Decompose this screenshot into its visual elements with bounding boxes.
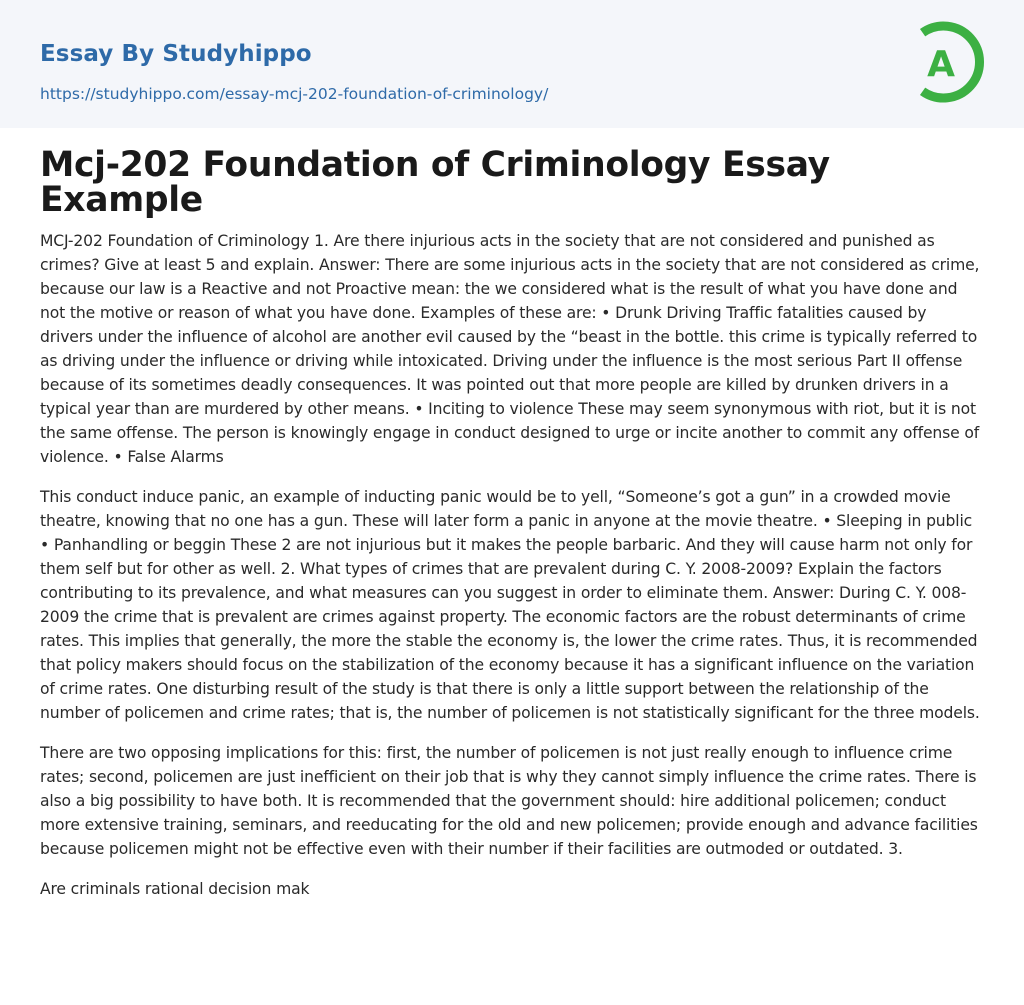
page-title: Mcj-202 Foundation of Criminology Essay Example (40, 145, 830, 220)
article-paragraph: MCJ-202 Foundation of Criminology 1. Are there injurious acts in the society that are not considered and punished as crimes? Give at least 5 and explain. Answer: There are some injurious acts in the society that are not considered as crime, because our law is a Reactive and not Proactive mean: the we considered what is the result of what you have done and not the motive or reason of what you have done. Examples of these are: • Drunk Driving Traffic fatalities caused by drivers under the influence of alcohol are another evil caused by the “beast in the bottle. this crime is typically referred to as driving under the influence or driving while intoxicated. Driving under the influence is the most serious Part II offense because of its sometimes deadly consequences. It was pointed out that more people are killed by drunken drivers in a typical year than are murdered by other means. • Inciting to violence These may seem synonymous with riot, but it is not the same offense. The person is knowingly engage in conduct designed to urge or incite another to commit any offense of violence. • False Alarms (40, 232, 980, 466)
site-header (0, 0, 1024, 128)
article-paragraph: Are criminals rational decision mak (40, 880, 310, 898)
article-paragraph: There are two opposing implications for this: first, the number of policemen is not just really enough to influence crime rates; second, policemen are just inefficient on their job that is why they cannot simply influence the crime rates. There is also a big possibility to have both. It is recommended that the government should: hire additional policemen; conduct more extensive training, seminars, and reeducating for the old and new policemen; provide enough and advance facilities because policemen might not be effective even with their number if their facilities are outmoded or outdated. 3. (40, 744, 978, 858)
page-url-link[interactable]: https://studyhippo.com/essay-mcj-202-foundation-of-criminology/ (40, 85, 549, 103)
logo-letter: A (927, 44, 955, 85)
article (0, 128, 1024, 901)
article-paragraph: This conduct induce panic, an example of inducting panic would be to yell, “Someone’s got a gun” in a crowded movie theatre, knowing that no one has a gun. These will later form a panic in anyone at the movie theatre. • Sleeping in public • Panhandling or beggin These 2 are not injurious but it makes the people barbaric. And they will cause harm not only for them self but for other as well. 2. What types of crimes that are prevalent during C. Y. 2008-2009? Explain the factors contributing to its prevalence, and what measures can you suggest in order to eliminate them. Answer: During C. Y. 008-2009 the crime that is prevalent are crimes against property. The economic factors are the robust determinants of crime rates. This implies that generally, the more the stable the economy is, the lower the crime rates. Thus, it is recommended that policy makers should focus on the stabilization of the economy because it has a significant influence on the variation of crime rates. One disturbing result of the study is that there is only a little support between the relationship of the number of policemen and crime rates; that is, the number of policemen is not statistically significant for the three models. (40, 488, 980, 722)
site-brand[interactable]: Essay By Studyhippo (40, 41, 312, 67)
studyhippo-logo-icon[interactable] (912, 18, 986, 106)
